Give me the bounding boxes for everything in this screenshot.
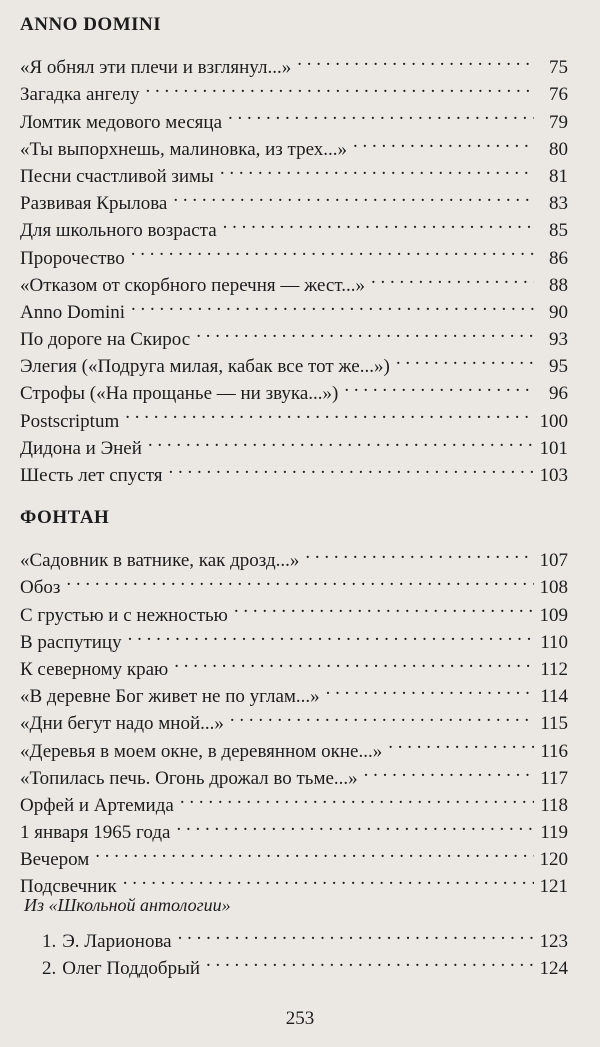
dot-leader xyxy=(123,865,534,892)
toc-entry[interactable] xyxy=(20,539,568,572)
entry-page: 103 xyxy=(539,465,568,486)
entry-title: «Я обнял эти плечи и взглянул...» xyxy=(20,57,292,79)
dot-leader xyxy=(148,427,534,454)
entry-page: 83 xyxy=(549,193,568,215)
dot-leader xyxy=(396,345,534,372)
entry-page: 114 xyxy=(540,686,568,708)
dot-leader xyxy=(176,811,534,838)
subsection-heading: Из «Школьной антологии» xyxy=(24,895,231,916)
dot-leader xyxy=(364,757,534,784)
dot-leader xyxy=(66,566,533,593)
entry-number: 2. xyxy=(42,958,57,979)
toc-subentry[interactable] xyxy=(20,920,568,952)
entry-title: «В деревне Бог живет не по углам...» xyxy=(20,686,320,708)
dot-leader xyxy=(228,100,534,127)
dot-leader xyxy=(169,454,534,481)
entry-title: 1 января 1965 года xyxy=(20,822,171,844)
entry-title: Песни счастливой зимы xyxy=(20,165,214,187)
dot-leader xyxy=(128,621,534,648)
dot-leader xyxy=(174,648,534,675)
entry-title: С грустью и с нежностью xyxy=(20,604,228,626)
dot-leader xyxy=(326,675,534,702)
entry-page: 119 xyxy=(540,822,568,844)
dot-leader xyxy=(297,46,534,73)
entry-title: «Топилась печь. Огонь дрожал во тьме...» xyxy=(20,767,358,789)
entry-title: По дороге на Скирос xyxy=(20,329,191,351)
entry-title: Обоз xyxy=(20,577,61,599)
dot-leader xyxy=(230,702,534,729)
entry-page: 86 xyxy=(549,247,568,269)
entry-page: 115 xyxy=(540,713,568,735)
dot-leader xyxy=(95,838,533,865)
entry-title: Подсвечник xyxy=(20,876,117,898)
entry-page: 109 xyxy=(539,604,568,626)
entry-page: 120 xyxy=(539,849,568,871)
dot-leader xyxy=(131,291,534,318)
entry-title: Пророчество xyxy=(20,247,125,269)
dot-leader xyxy=(388,729,534,756)
entry-page: 108 xyxy=(539,577,568,599)
entry-page: 95 xyxy=(549,356,568,378)
dot-leader xyxy=(125,399,533,426)
entry-title: Postscriptum xyxy=(20,410,120,432)
entry-title: Загадка ангелу xyxy=(20,84,140,106)
entry-title: «Деревья в моем окне, в деревянном окне...» xyxy=(20,740,383,762)
entry-page: 90 xyxy=(549,301,568,323)
entry-title: Anno Domini xyxy=(20,301,126,323)
entry-page: 76 xyxy=(549,84,568,106)
dot-leader xyxy=(234,593,534,620)
entry-title: К северному краю xyxy=(20,658,169,680)
dot-leader xyxy=(305,539,533,566)
dot-leader xyxy=(206,947,533,974)
entry-page: 81 xyxy=(549,165,568,187)
entry-page: 124 xyxy=(539,958,568,979)
page-number: 253 xyxy=(285,1008,315,1029)
entry-title: «Садовник в ватнике, как дрозд...» xyxy=(20,550,300,572)
toc-entry[interactable] xyxy=(20,865,568,898)
entry-number: 1. xyxy=(42,930,57,952)
entry-page: 101 xyxy=(539,437,568,459)
toc-entry[interactable] xyxy=(20,838,568,871)
entry-page: 112 xyxy=(540,658,568,680)
entry-title: «Ты выпорхнешь, малиновка, из трех...» xyxy=(20,138,348,160)
entry-title: Развивая Крылова xyxy=(20,193,168,215)
entry-page: 75 xyxy=(549,57,568,79)
entry-page: 110 xyxy=(540,631,568,653)
dot-leader xyxy=(196,318,534,345)
entry-title: Строфы («На прощанье — ни звука...») xyxy=(20,383,339,405)
dot-leader xyxy=(371,264,534,291)
entry-page: 117 xyxy=(540,767,568,789)
toc-list xyxy=(20,539,568,979)
section-title: ФОНТАН xyxy=(20,507,110,528)
dot-leader xyxy=(353,128,534,155)
entry-page: 100 xyxy=(539,410,568,432)
entry-title: Олег Поддобрый xyxy=(62,958,201,979)
entry-title: Элегия («Подруга милая, кабак все тот же...») xyxy=(20,356,390,378)
entry-title: Для школьного возраста xyxy=(20,220,217,242)
entry-title: Вечером xyxy=(20,849,90,871)
toc-entry[interactable] xyxy=(20,566,568,599)
entry-page: 85 xyxy=(549,220,568,242)
entry-page: 96 xyxy=(549,383,568,405)
entry-title: Орфей и Артемида xyxy=(20,794,174,816)
dot-leader xyxy=(344,372,534,399)
entry-title: Ломтик медового месяца xyxy=(20,111,223,133)
dot-leader xyxy=(131,236,534,263)
entry-page: 88 xyxy=(549,274,568,296)
entry-title: Шесть лет спустя xyxy=(20,465,163,486)
table-of-contents xyxy=(20,12,568,979)
entry-page: 79 xyxy=(549,111,568,133)
dot-leader xyxy=(223,209,534,236)
dot-leader xyxy=(173,182,534,209)
entry-title: В распутицу xyxy=(20,631,122,653)
section-title: ANNO DOMINI xyxy=(20,14,162,35)
entry-page: 118 xyxy=(540,794,568,816)
dot-leader xyxy=(180,784,534,811)
dot-leader xyxy=(178,920,534,947)
entry-page: 123 xyxy=(539,930,568,952)
entry-page: 107 xyxy=(539,550,568,572)
toc-entry[interactable] xyxy=(20,593,568,626)
toc-list xyxy=(20,46,568,486)
dot-leader xyxy=(146,73,534,100)
entry-title: «Отказом от скорбного перечня — жест...» xyxy=(20,274,365,296)
entry-page: 93 xyxy=(549,329,568,351)
toc-entry[interactable] xyxy=(20,46,568,79)
entry-page: 116 xyxy=(540,740,568,762)
entry-title: «Дни бегут надо мной...» xyxy=(20,713,224,735)
dot-leader xyxy=(220,155,534,182)
entry-title: Дидона и Эней xyxy=(20,437,142,459)
entry-title: Э. Ларионова xyxy=(62,930,172,952)
entry-page: 80 xyxy=(549,138,568,160)
entry-page: 121 xyxy=(539,876,568,898)
